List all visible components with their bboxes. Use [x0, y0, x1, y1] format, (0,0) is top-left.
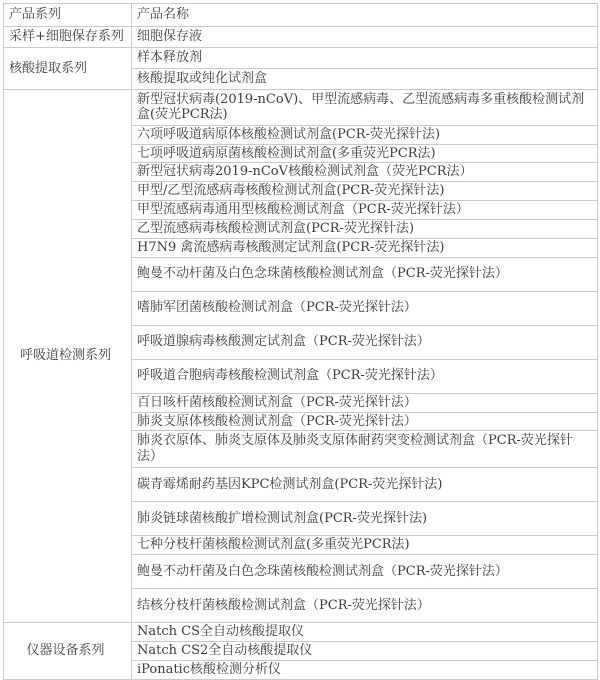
product-name-cell: 肺炎衣原体、肺炎支原体及肺炎支原体耐药突变检测试剂盒（PCR-荧光探针法） [132, 431, 598, 468]
product-name-cell: H7N9 禽流感病毒核酸测定试剂盒(PCR-荧光探针法) [132, 238, 598, 257]
product-name-cell: 结核分枝杆菌核酸检测试剂盒（PCR-荧光探针法） [132, 588, 598, 622]
header-row [4, 4, 598, 27]
product-name-cell: 百日咳杆菌核酸检测试剂盒（PCR-荧光探针法） [132, 393, 598, 412]
series-cell: 核酸提取系列 [4, 48, 132, 90]
table-body [4, 27, 598, 680]
table-row [4, 27, 598, 48]
table-row [4, 48, 598, 69]
product-name-cell: 呼吸道腺病毒核酸测定试剂盒（PCR-荧光探针法） [132, 325, 598, 359]
product-name-cell: 细胞保存液 [132, 27, 598, 48]
table-row [4, 90, 598, 126]
product-name-cell: Natch CS全自动核酸提取仪 [132, 622, 598, 641]
product-name-cell: 七项呼吸道病原菌核酸检测试剂盒(多重荧光PCR法) [132, 144, 598, 163]
column-header-product-name: 产品名称 [132, 4, 598, 27]
product-name-cell: 新型冠状病毒(2019-nCoV)、甲型流感病毒、乙型流感病毒多重核酸检测试剂盒(荧光PCR法) [132, 90, 598, 126]
product-name-cell: 甲型/乙型流感病毒核酸检测试剂盒(PCR-荧光探针法) [132, 182, 598, 201]
product-name-cell: 嗜肺军团菌核酸检测试剂盒（PCR-荧光探针法） [132, 291, 598, 325]
series-cell: 采样+细胞保存系列 [4, 27, 132, 48]
product-name-cell: 肺炎支原体核酸检测试剂盒（PCR-荧光探针法） [132, 412, 598, 431]
series-cell: 呼吸道检测系列 [4, 90, 132, 623]
product-name-cell: Natch CS2全自动核酸提取仪 [132, 641, 598, 660]
product-name-cell: 核酸提取或纯化试剂盒 [132, 69, 598, 90]
product-table [3, 3, 598, 680]
product-name-cell: 六项呼吸道病原体核酸检测试剂盒(PCR-荧光探针法) [132, 125, 598, 144]
product-name-cell: 肺炎链球菌核酸扩增检测试剂盒(PCR-荧光探针法) [132, 502, 598, 536]
product-name-cell: 乙型流感病毒核酸检测试剂盒(PCR-荧光探针法) [132, 219, 598, 238]
product-name-cell: 七种分枝杆菌核酸检测试剂盒(多重荧光PCR法) [132, 536, 598, 555]
product-name-cell: 新型冠状病毒2019-nCoV核酸检测试剂盒（荧光PCR法） [132, 163, 598, 182]
product-name-cell: 碳青霉烯耐药基因KPC检测试剂盒(PCR-荧光探针法) [132, 468, 598, 502]
column-header-series: 产品系列 [4, 4, 132, 27]
series-cell: 仪器设备系列 [4, 622, 132, 679]
product-name-cell: iPonatic核酸检测分析仪 [132, 660, 598, 679]
product-name-cell: 呼吸道合胞病毒核酸检测试剂盒（PCR-荧光探针法） [132, 359, 598, 393]
product-name-cell: 鲍曼不动杆菌及白色念珠菌核酸检测试剂盒（PCR-荧光探针法） [132, 554, 598, 588]
product-name-cell: 样本释放剂 [132, 48, 598, 69]
product-name-cell: 甲型流感病毒通用型核酸检测试剂盒（PCR-荧光探针法） [132, 201, 598, 220]
product-name-cell: 鲍曼不动杆菌及白色念珠菌核酸检测试剂盒（PCR-荧光探针法） [132, 257, 598, 291]
table-row [4, 622, 598, 641]
